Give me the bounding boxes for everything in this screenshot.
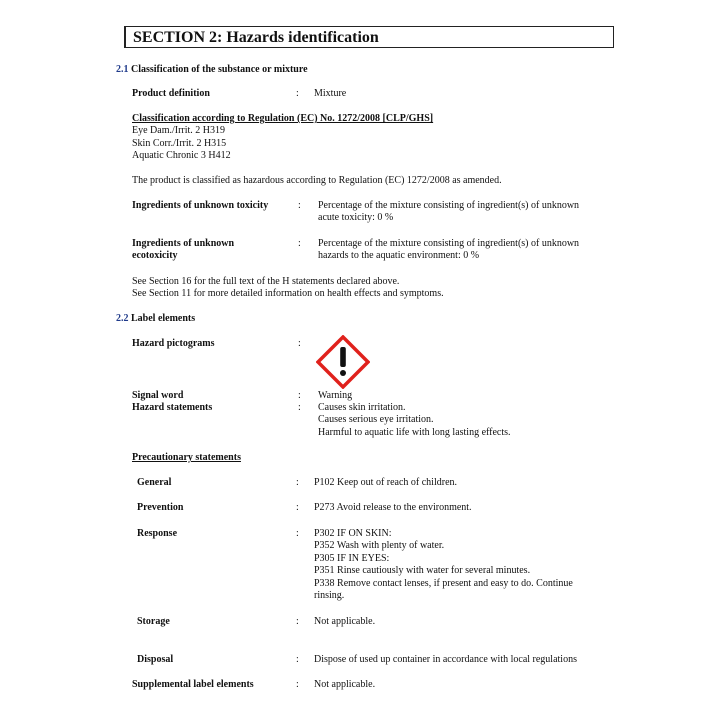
unknown-ecotoxicity-label: ecotoxicity <box>132 250 178 261</box>
response-line: P302 IF ON SKIN: <box>314 528 392 539</box>
classification-item: Aquatic Chronic 3 H412 <box>132 150 231 161</box>
exclamation-mark-pictogram-icon <box>316 335 370 389</box>
unknown-toxicity-line: Percentage of the mixture consisting of ingredient(s) of unknown <box>318 200 580 211</box>
hazard-pictograms-colon: : <box>298 338 301 349</box>
classification-item: Skin Corr./Irrit. 2 H315 <box>132 138 227 149</box>
hazard-statement: Causes serious eye irritation. <box>318 414 434 425</box>
unknown-ecotoxicity-label: Ingredients of unknown <box>132 238 235 249</box>
hazard-statement: Causes skin irritation. <box>318 402 406 413</box>
classified-note: The product is classified as hazardous according to Regulation (EC) 1272/2008 as amended. <box>132 175 502 186</box>
see-note: See Section 11 for more detailed information on health effects and symptoms. <box>132 288 444 299</box>
response-line: rinsing. <box>314 590 345 601</box>
supplemental-colon: : <box>296 679 299 690</box>
product-definition-value: Mixture <box>314 88 347 99</box>
signal-word-label: Signal word <box>132 390 184 401</box>
disposal-colon: : <box>296 654 299 665</box>
subsection-2-1-heading <box>116 64 308 77</box>
unknown-ecotoxicity-line: hazards to the aquatic environment: 0 % <box>318 250 480 261</box>
general-label: General <box>137 477 172 488</box>
unknown-toxicity-colon: : <box>298 200 301 211</box>
unknown-toxicity-line: acute toxicity: 0 % <box>318 212 394 223</box>
classification-item: Eye Dam./Irrit. 2 H319 <box>132 125 226 136</box>
subsection-2-2-heading <box>116 313 195 326</box>
response-label: Response <box>137 528 178 539</box>
hazard-statements-colon: : <box>298 402 301 413</box>
unknown-ecotoxicity-line: Percentage of the mixture consisting of ingredient(s) of unknown <box>318 238 580 249</box>
prevention-label: Prevention <box>137 502 184 513</box>
storage-colon: : <box>296 616 299 627</box>
hazard-statements-label: Hazard statements <box>132 402 213 413</box>
disposal-label: Disposal <box>137 654 174 665</box>
response-line: P352 Wash with plenty of water. <box>314 540 445 551</box>
response-line: P351 Rinse cautiously with water for several minutes. <box>314 565 531 576</box>
signal-word-colon: : <box>298 390 301 401</box>
section-title: SECTION 2: Hazards identification <box>133 29 379 46</box>
general-colon: : <box>296 477 299 488</box>
storage-label: Storage <box>137 616 170 627</box>
see-note: See Section 16 for the full text of the H statements declared above. <box>132 276 400 287</box>
unknown-ecotoxicity-colon: : <box>298 238 301 249</box>
unknown-toxicity-label: Ingredients of unknown toxicity <box>132 200 269 211</box>
signal-word-value: Warning <box>318 390 353 401</box>
response-line: P305 IF IN EYES: <box>314 553 390 564</box>
product-definition-colon: : <box>296 88 299 99</box>
subsection-title: Label elements <box>131 313 196 324</box>
product-definition-label: Product definition <box>132 88 210 99</box>
supplemental-label: Supplemental label elements <box>132 679 254 690</box>
hazard-statement: Harmful to aquatic life with long lasting effects. <box>318 427 511 438</box>
general-value: P102 Keep out of reach of children. <box>314 477 458 488</box>
prevention-colon: : <box>296 502 299 513</box>
subsection-title: Classification of the substance or mixture <box>131 64 308 75</box>
prevention-value: P273 Avoid release to the environment. <box>314 502 472 513</box>
hazard-pictograms-label: Hazard pictograms <box>132 338 215 349</box>
precautionary-heading: Precautionary statements <box>132 452 241 463</box>
response-line: P338 Remove contact lenses, if present and easy to do. Continue <box>314 578 573 589</box>
supplemental-value: Not applicable. <box>314 679 376 690</box>
subsection-number: 2.2 <box>116 313 129 324</box>
storage-value: Not applicable. <box>314 616 376 627</box>
subsection-number: 2.1 <box>116 64 129 75</box>
response-colon: : <box>296 528 299 539</box>
classification-heading: Classification according to Regulation (EC) No. 1272/2008 [CLP/GHS] <box>132 113 434 124</box>
disposal-value: Dispose of used up container in accordance with local regulations <box>314 654 577 665</box>
